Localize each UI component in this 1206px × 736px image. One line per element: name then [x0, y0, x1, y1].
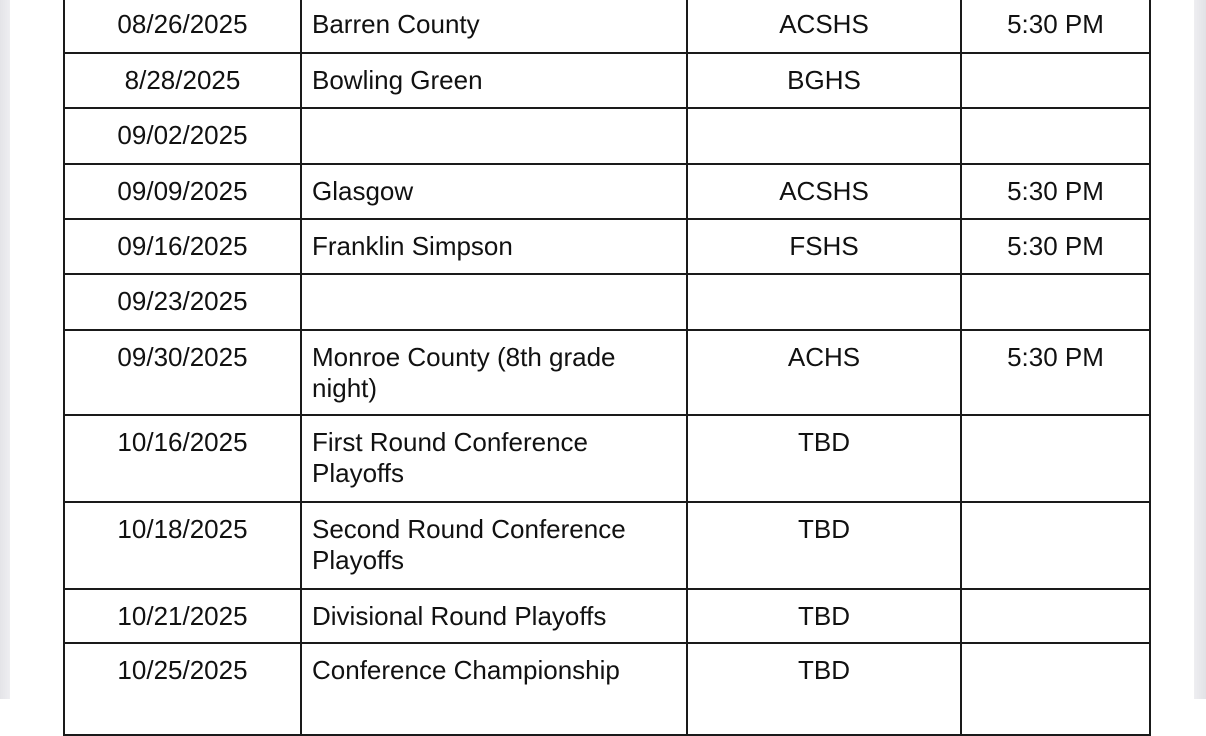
opponent-cell: First Round Conference Playoffs — [301, 415, 687, 502]
opponent-cell: Monroe County (8th grade night) — [301, 330, 687, 415]
schedule-body — [64, 0, 1150, 735]
date-cell: 10/18/2025 — [64, 502, 301, 589]
schedule-row — [64, 108, 1150, 164]
time-cell — [961, 274, 1150, 330]
date-cell: 08/26/2025 — [64, 0, 301, 53]
location-cell: TBD — [687, 643, 961, 735]
opponent-cell: Second Round Conference Playoffs — [301, 502, 687, 589]
schedule-row — [64, 219, 1150, 274]
schedule-row — [64, 589, 1150, 643]
opponent-cell: Bowling Green — [301, 53, 687, 108]
date-cell: 8/28/2025 — [64, 53, 301, 108]
opponent-cell: Barren County — [301, 0, 687, 53]
schedule-row — [64, 330, 1150, 415]
opponent-cell — [301, 274, 687, 330]
time-cell — [961, 589, 1150, 643]
location-cell: ACHS — [687, 330, 961, 415]
date-cell: 10/25/2025 — [64, 643, 301, 735]
date-cell: 10/16/2025 — [64, 415, 301, 502]
schedule-row — [64, 274, 1150, 330]
opponent-cell: Glasgow — [301, 164, 687, 219]
time-cell — [961, 415, 1150, 502]
schedule-row — [64, 643, 1150, 735]
opponent-cell: Franklin Simpson — [301, 219, 687, 274]
location-cell: ACSHS — [687, 0, 961, 53]
location-cell: BGHS — [687, 53, 961, 108]
location-cell — [687, 108, 961, 164]
date-cell: 09/30/2025 — [64, 330, 301, 415]
date-cell: 10/21/2025 — [64, 589, 301, 643]
left-gutter — [0, 0, 10, 699]
schedule-row — [64, 415, 1150, 502]
schedule-table — [63, 0, 1151, 736]
opponent-cell: Divisional Round Playoffs — [301, 589, 687, 643]
date-cell: 09/23/2025 — [64, 274, 301, 330]
time-cell — [961, 502, 1150, 589]
time-cell: 5:30 PM — [961, 330, 1150, 415]
schedule-row — [64, 164, 1150, 219]
time-cell: 5:30 PM — [961, 0, 1150, 53]
date-cell: 09/16/2025 — [64, 219, 301, 274]
time-cell — [961, 53, 1150, 108]
location-cell: TBD — [687, 589, 961, 643]
schedule-row — [64, 502, 1150, 589]
schedule-row — [64, 53, 1150, 108]
date-cell: 09/02/2025 — [64, 108, 301, 164]
location-cell: FSHS — [687, 219, 961, 274]
time-cell: 5:30 PM — [961, 219, 1150, 274]
date-cell: 09/09/2025 — [64, 164, 301, 219]
location-cell: TBD — [687, 502, 961, 589]
document-page — [10, 0, 1194, 699]
opponent-cell: Conference Championship — [301, 643, 687, 735]
schedule-row — [64, 0, 1150, 53]
opponent-cell — [301, 108, 687, 164]
time-cell — [961, 643, 1150, 735]
right-scrollbar-track[interactable] — [1194, 0, 1206, 699]
location-cell: ACSHS — [687, 164, 961, 219]
location-cell — [687, 274, 961, 330]
location-cell: TBD — [687, 415, 961, 502]
time-cell: 5:30 PM — [961, 164, 1150, 219]
time-cell — [961, 108, 1150, 164]
